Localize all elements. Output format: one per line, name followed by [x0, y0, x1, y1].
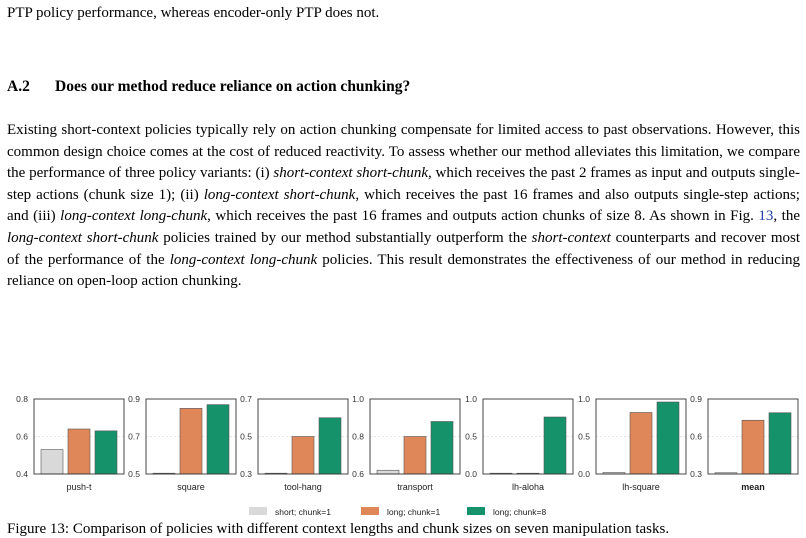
body-paragraph: [7, 120, 800, 293]
bar: [544, 417, 566, 474]
figure-caption: Figure 13: Comparison of policies with different context lengths and chunk sizes on seven manipulation tasks.: [7, 521, 670, 537]
para-text: policies trained by our method substantially outperform the: [158, 229, 532, 246]
task-label: square: [177, 482, 205, 492]
tick-label: 0.5: [465, 431, 477, 442]
bar: [207, 405, 229, 474]
tick-label: 0.8: [16, 394, 28, 404]
tick-label: 0.4: [16, 469, 28, 479]
para-text: , which receives the past 16 frames and also outputs single-step actions; and (iii): [7, 186, 800, 225]
tick-label: 0.5: [128, 469, 140, 479]
legend-swatch: [249, 507, 267, 515]
para-text: policies. This result demonstrates the effectiveness of our method in reducing reliance on open-loop action chunking.: [7, 251, 800, 290]
para-term: long-context long-chunk: [169, 251, 318, 268]
task-label: tool-hang: [284, 482, 322, 492]
tick-label: 0.8: [352, 431, 364, 442]
section-heading: [7, 78, 410, 96]
para-term: long-context long-chunk: [60, 208, 208, 225]
task-label: transport: [397, 482, 433, 492]
tick-label: 0.0: [465, 469, 477, 479]
tick-label: 0.6: [690, 431, 702, 442]
legend-label: long; chunk=8: [493, 507, 547, 517]
para-text: , the: [773, 208, 800, 225]
bar: [319, 418, 341, 474]
tick-label: 1.0: [352, 394, 364, 404]
para-text: , which receives the past 16 frames and outputs action chunks of size 8. As shown in Fig.: [207, 208, 759, 225]
cut-off-text-line: PTP policy performance, whereas encoder-only PTP does not.: [7, 5, 380, 21]
bar: [404, 437, 426, 475]
para-term: long-context short-chunk: [203, 186, 356, 203]
section-title: Does our method reduce reliance on action chunking?: [55, 78, 411, 95]
task-label: push-t: [66, 482, 92, 492]
bar: [377, 470, 399, 474]
tick-label: 0.6: [352, 469, 364, 479]
tick-label: 0.9: [690, 394, 702, 404]
bar: [657, 402, 679, 474]
para-text: , which receives the past 2 frames as input and outputs single-step actions (chunk size 1); (ii): [7, 165, 800, 203]
bar: [68, 429, 90, 474]
task-label: lh-square: [622, 482, 660, 492]
tick-label: 0.5: [240, 431, 252, 442]
para-text: counterparts and recover most of the performance of the: [7, 229, 801, 268]
tick-label: 0.3: [690, 469, 702, 479]
bar: [95, 431, 117, 474]
para-term: long-context short-chunk: [7, 229, 159, 246]
bar: [41, 450, 63, 474]
bar: [630, 413, 652, 475]
para-text: Existing short-context policies typically rely on action chunking compensate for limited access to past observations. However, this common design choice comes at the cost of reduced reactivity. To assess whether our method alleviates this limitation, we compare the performance of three policy variants: (i): [7, 122, 800, 182]
tick-label: 0.6: [16, 431, 28, 442]
para-term: short-context: [531, 229, 611, 246]
legend-swatch: [361, 507, 379, 515]
task-label: mean: [741, 482, 765, 492]
tick-label: 1.0: [578, 394, 590, 404]
para-term: short-context short-chunk: [273, 165, 428, 182]
bar: [769, 413, 791, 474]
section-number: A.2: [7, 78, 30, 95]
tick-label: 0.9: [128, 394, 140, 404]
tick-label: 0.3: [240, 469, 252, 479]
bar: [292, 437, 314, 475]
bar: [180, 408, 202, 474]
legend-label: long; chunk=1: [387, 507, 441, 517]
legend-swatch: [467, 507, 485, 515]
bar: [431, 422, 453, 475]
tick-label: 1.0: [465, 394, 477, 404]
tick-label: 0.0: [578, 469, 590, 479]
tick-label: 0.7: [128, 431, 140, 442]
bar: [742, 420, 764, 474]
task-label: lh-aloha: [511, 482, 545, 492]
figure-bar-charts: [0, 388, 806, 520]
tick-label: 0.7: [240, 394, 252, 404]
figure-reference-link[interactable]: 13: [758, 208, 774, 225]
legend-label: short; chunk=1: [275, 507, 331, 517]
tick-label: 0.5: [578, 431, 590, 442]
